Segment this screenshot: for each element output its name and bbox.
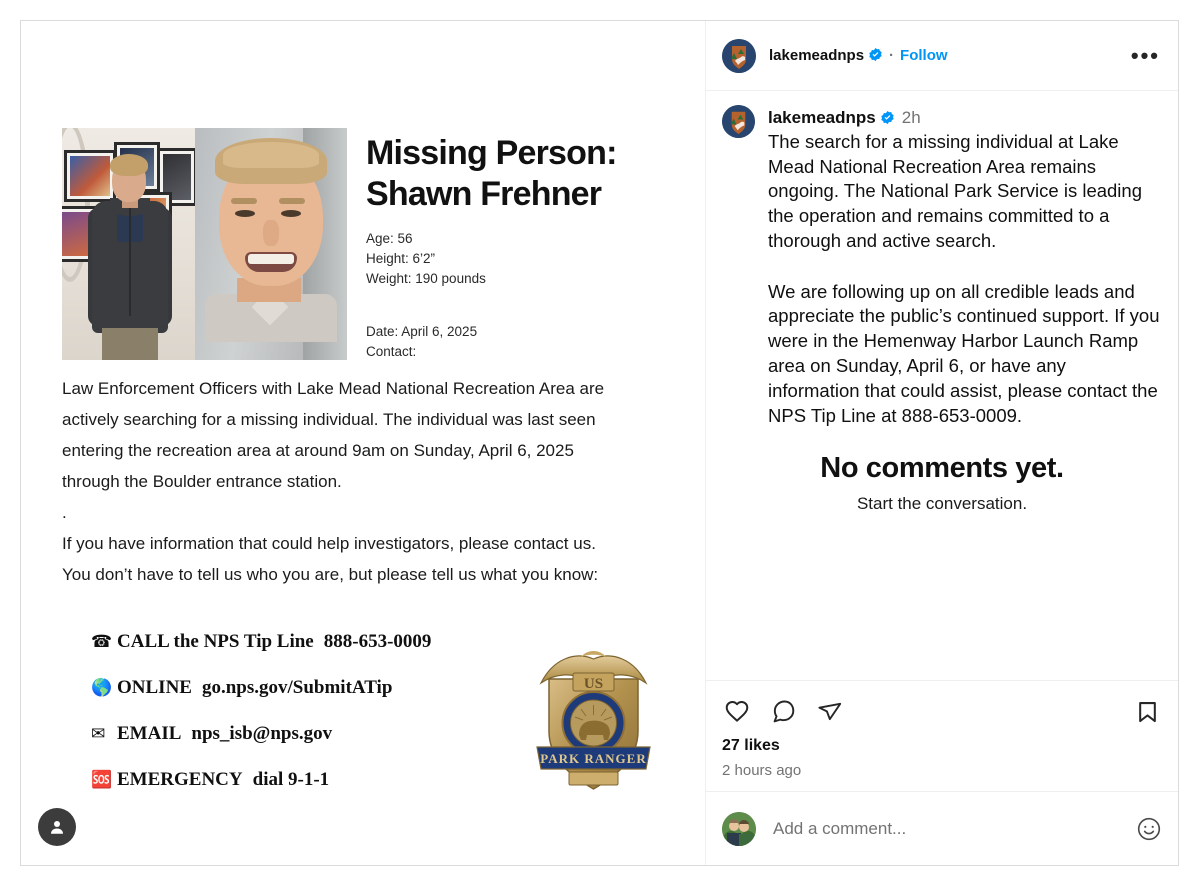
contact-call-value: 888-653-0009 xyxy=(323,631,432,652)
park-ranger-badge xyxy=(531,643,656,793)
telephone-icon: ☎ xyxy=(91,631,113,652)
poster-photo-row xyxy=(62,128,347,360)
caption-text xyxy=(768,105,1161,428)
poster-headline-block xyxy=(366,133,671,362)
caption-paragraph-2: We are following up on all credible leads and appreciate the public’s continued support. If you were in the Hemenway Harbor Launch Ramp area on Sunday, April 6, or have any information that could assist, please contact the NPS Tip Line at 888-653-0009. xyxy=(768,280,1160,426)
post-info-pane xyxy=(705,21,1178,865)
smiley-face-icon xyxy=(1136,816,1162,842)
post-header xyxy=(706,21,1178,91)
poster-body-line-4: through the Boulder entrance station. xyxy=(62,471,342,491)
no-comments-block xyxy=(706,452,1178,514)
caption-avatar[interactable] xyxy=(722,105,755,138)
share-button[interactable] xyxy=(814,696,844,726)
verified-badge-icon xyxy=(868,47,883,62)
no-comments-title: No comments yet. xyxy=(820,452,1064,485)
header-separator: · xyxy=(889,47,895,64)
poster-body-line-3: entering the recreation area at around 9am on Sunday, April 6, 2025 xyxy=(62,440,574,460)
contact-emergency-label: EMERGENCY xyxy=(117,769,243,790)
man-figure xyxy=(86,146,174,360)
svg-text:PARK RANGER: PARK RANGER xyxy=(540,751,647,766)
contact-online-value: go.nps.gov/SubmitATip xyxy=(201,677,393,698)
emoji-picker-button[interactable] xyxy=(1136,816,1162,842)
photo-man-closeup xyxy=(195,128,347,360)
emergency-icon: 🆘 xyxy=(91,769,113,790)
globe-icon: 🌎 xyxy=(91,677,113,698)
poster-body-dot: . xyxy=(62,502,67,522)
poster-body-copy xyxy=(62,374,682,591)
speech-bubble-icon xyxy=(770,698,797,725)
post-media-pane[interactable] xyxy=(21,21,705,865)
bookmark-icon xyxy=(1134,698,1161,725)
comment-button[interactable] xyxy=(768,696,798,726)
poster-height: Height: 6’2” xyxy=(366,250,436,266)
header-username[interactable]: lakemeadnps xyxy=(769,47,865,64)
nps-arrowhead-icon xyxy=(722,105,755,138)
contact-email-value: nps_isb@nps.gov xyxy=(191,723,333,744)
contact-method-call xyxy=(91,619,431,665)
contact-email-label: EMAIL xyxy=(117,723,182,744)
add-comment-input[interactable] xyxy=(771,818,1126,840)
more-options-button[interactable]: ••• xyxy=(1130,42,1160,68)
poster-weight: Weight: 190 pounds xyxy=(366,270,486,286)
contact-online-label: ONLINE xyxy=(117,677,192,698)
add-comment-bar xyxy=(706,791,1178,865)
poster-contact-methods xyxy=(91,619,431,803)
instagram-post-card xyxy=(20,20,1179,866)
contact-method-email xyxy=(91,711,431,757)
no-comments-subtitle: Start the conversation. xyxy=(856,494,1028,514)
contact-method-emergency xyxy=(91,757,431,803)
verified-badge-icon xyxy=(880,110,895,125)
heart-icon xyxy=(723,697,751,725)
caption-block xyxy=(706,91,1178,428)
post-timestamp: 2 hours ago xyxy=(722,762,802,779)
caption-timestamp: 2h xyxy=(901,108,921,127)
poster-body-line-1: Law Enforcement Officers with Lake Mead National Recreation Area are xyxy=(62,379,605,398)
svg-text:US: US xyxy=(583,676,604,692)
poster-meta xyxy=(366,322,671,361)
action-icon-row xyxy=(722,693,1162,729)
poster-body-line-2: actively searching for a missing individual. The individual was last seen xyxy=(62,409,596,429)
caption-paragraph-1: The search for a missing individual at Lake Mead National Recreation Area remains ongoing. The National Park Service is leading the operation and remains committed to a thorough and active search. xyxy=(768,130,1142,251)
post-actions-area xyxy=(706,680,1178,791)
email-icon: ✉ xyxy=(91,723,106,744)
poster-title xyxy=(366,133,671,215)
poster-stats xyxy=(366,229,671,288)
user-avatar-icon xyxy=(722,812,756,846)
like-button[interactable] xyxy=(722,696,752,726)
caption-spacer xyxy=(768,254,1161,280)
poster-contact-label: Contact: xyxy=(366,344,417,360)
nps-arrowhead-icon xyxy=(722,39,756,73)
person-tag-icon xyxy=(48,818,66,836)
likes-count[interactable]: 27 likes xyxy=(722,737,780,754)
caption-username[interactable]: lakemeadnps xyxy=(768,108,876,127)
comments-scroll-region[interactable] xyxy=(706,91,1178,680)
paper-plane-icon xyxy=(816,698,843,725)
tagged-people-button[interactable] xyxy=(38,808,76,846)
avatar[interactable] xyxy=(722,39,756,73)
contact-emergency-value: dial 9-1-1 xyxy=(252,769,330,790)
poster-title-line-2: Shawn Frehner xyxy=(366,175,602,214)
poster-date: Date: April 6, 2025 xyxy=(366,324,478,340)
header-username-group[interactable] xyxy=(769,47,948,64)
poster-body-line-5: If you have information that could help investigators, please contact us. xyxy=(62,533,596,553)
follow-button[interactable]: Follow xyxy=(900,47,948,64)
missing-person-poster xyxy=(21,21,705,865)
photo-man-standing xyxy=(62,128,195,360)
save-button[interactable] xyxy=(1132,696,1162,726)
man-face xyxy=(211,136,329,336)
poster-title-line-1: Missing Person: xyxy=(366,134,617,172)
contact-method-online xyxy=(91,665,431,711)
poster-age: Age: 56 xyxy=(366,231,413,247)
poster-body-line-6: You don’t have to tell us who you are, but please tell us what you know: xyxy=(62,564,599,584)
contact-call-label: CALL the NPS Tip Line xyxy=(117,631,314,652)
current-user-avatar xyxy=(722,812,756,846)
